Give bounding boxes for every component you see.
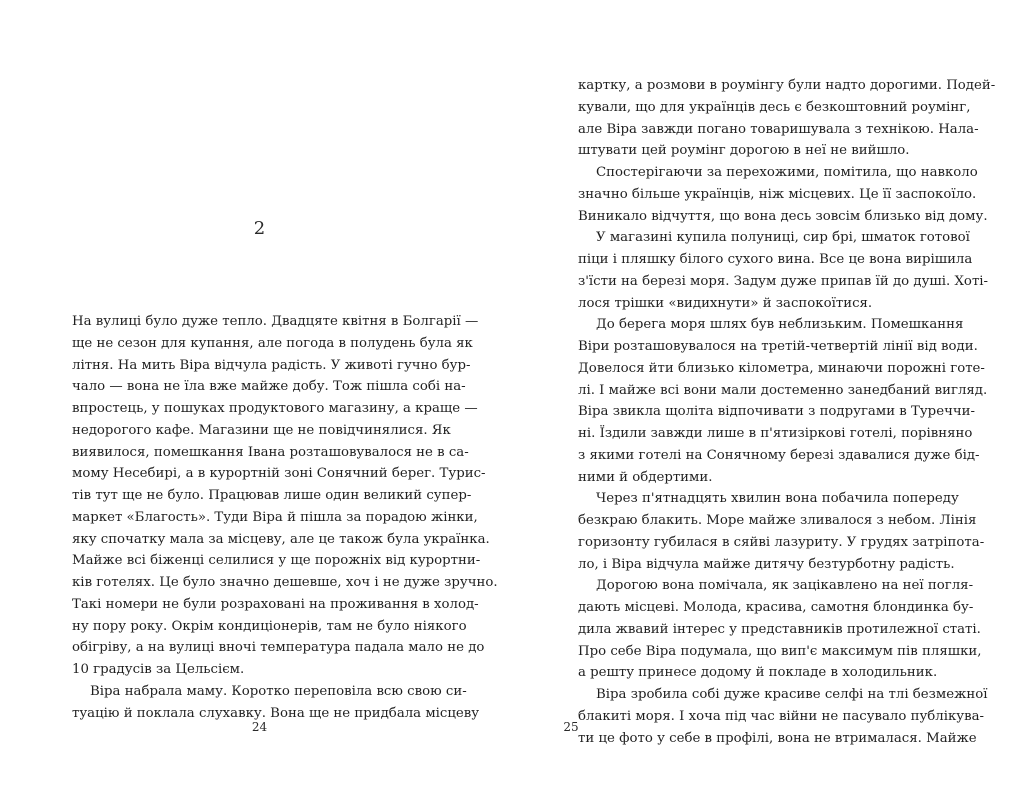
text-line: Майже всі біженці селилися у ще порожніх від курортни- (72, 553, 481, 569)
text-line: картку, а розмови в роумінгу були надто дорогими. Подей- (578, 78, 996, 93)
text-line: ними й обдертими. (578, 469, 713, 485)
text-line: Через п'ятнадцять хвилин вона побачила попереду (596, 491, 959, 507)
text-line: До берега моря шлях був неблизьким. Помешкання (596, 317, 964, 333)
text-line: чало — вона не їла вже майже добу. Тож пішла собі на- (72, 379, 466, 395)
text-line: Віра зробила собі дуже красиве селфі на тлі безмежної (596, 687, 988, 702)
text-line: дають місцеві. Молода, красива, самотня блондинка бу- (578, 600, 974, 615)
text-line: Про себе Віра подумала, що вип'є максимум пів пляшки, (578, 643, 982, 659)
page-number-right: 25 (563, 720, 579, 734)
text-line: ще не сезон для купання, але погода в полудень була як (72, 335, 473, 351)
text-line: У магазині купила полуниці, сир брі, шматок готової (596, 230, 970, 246)
text-line: Спостерігаючи за перехожими, помітила, що навколо (596, 165, 978, 180)
text-line: тів тут ще не було. Працював лише один великий супер- (72, 488, 472, 503)
text-line: але Віра завжди погано товаришувала з технікою. Нала- (578, 121, 979, 137)
text-line: а решту принесе додому й покладе в холодильник. (578, 665, 938, 681)
text-line: Довелося йти близько кілометра, минаючи порожні готе- (578, 360, 985, 376)
text-line: мому Несебирі, а в курортній зоні Сонячний берег. Турис- (72, 466, 486, 482)
page-number-left: 24 (251, 720, 268, 734)
text-line: виявилося, помешкання Івана розташовувалося не в са- (72, 444, 469, 460)
text-line: лося трішки «видихнути» й заспокоїтися. (578, 295, 873, 311)
text-line: ло, і Віра відчула майже дитячу безтурботну радість. (578, 556, 955, 572)
text-line: Такі номери не були розраховані на проживання в холод- (72, 596, 479, 612)
text-line: дила жвавий інтерес у представників протилежної статі. (578, 621, 981, 637)
text-line: піци і пляшку білого сухого вина. Все це вона вирішила (578, 252, 973, 267)
text-line: лі. І майже всі вони мали достеменно занедбаний вигляд. (578, 382, 988, 398)
text-line: з якими готелі на Сонячному березі здавалися дуже бід- (578, 447, 980, 463)
text-line: з'їсти на березі моря. Задум дуже припав їй до душі. Хоті- (578, 273, 989, 289)
text-line: ти це фото у себе в профілі, вона не втрималася. Майже (578, 730, 977, 746)
left-page (72, 0, 498, 788)
text-line: Дорогою вона помічала, як зацікавлено на неї погля- (596, 578, 974, 594)
right-page (563, 0, 996, 788)
text-line: значно більше українців, ніж місцевих. Це її заспокоїло. (578, 186, 977, 202)
text-line: яку спочатку мала за місцеву, але це також була українка. (72, 531, 490, 547)
text-line: кували, що для українців десь є безкоштовний роумінг, (578, 99, 971, 115)
text-line: блакиті моря. І хоча під час війни не пасувало публікува- (578, 708, 985, 724)
text-line: 10 градусів за Цельсієм. (72, 662, 245, 677)
text-line: недорогого кафе. Магазини ще не повідчинялися. Як (72, 422, 451, 438)
text-line: горизонту губилася в сяйві лазуриту. У грудях затріпота- (578, 534, 985, 550)
text-line: Віра звикла щоліта відпочивати з подругами в Туреччи- (578, 404, 976, 420)
text-line: літня. На мить Віра відчула радість. У животі гучно бур- (72, 357, 471, 373)
left-page-text (72, 311, 498, 724)
right-page-text (578, 75, 996, 749)
text-line: впростець, у пошуках продуктового магазину, а краще — (72, 401, 478, 416)
text-line: ків готелях. Це було значно дешевше, хоч і не дуже зручно. (72, 575, 498, 590)
text-line: ну пору року. Окрім кондиціонерів, там не було ніякого (72, 618, 467, 634)
text-line: обігріву, а на вулиці вночі температура падала мало не до (72, 640, 485, 656)
text-line: безкраю блакить. Море майже зливалося з небом. Лінія (578, 513, 977, 528)
text-line: Віра набрала маму. Коротко переповіла всю свою си- (90, 683, 467, 699)
chapter-number: 2 (253, 218, 266, 239)
text-line: На вулиці було дуже тепло. Двадцяте квітня в Болгарії — (72, 314, 479, 329)
text-line: штувати цей роумінг дорогою в неї не вийшло. (578, 143, 910, 159)
text-line: туацію й поклала слухавку. Вона ще не придбала місцеву (72, 705, 480, 721)
text-line: ні. Їздили завжди лише в п'ятизіркові готелі, порівняно (578, 426, 973, 441)
text-line: Виникало відчуття, що вона десь зовсім близько від дому. (578, 208, 988, 224)
text-line: маркет «Благость». Туди Віра й пішла за порадою жінки, (72, 509, 478, 525)
text-line: Віри розташовувалося на третій-четвертій лінії від води. (578, 339, 978, 354)
